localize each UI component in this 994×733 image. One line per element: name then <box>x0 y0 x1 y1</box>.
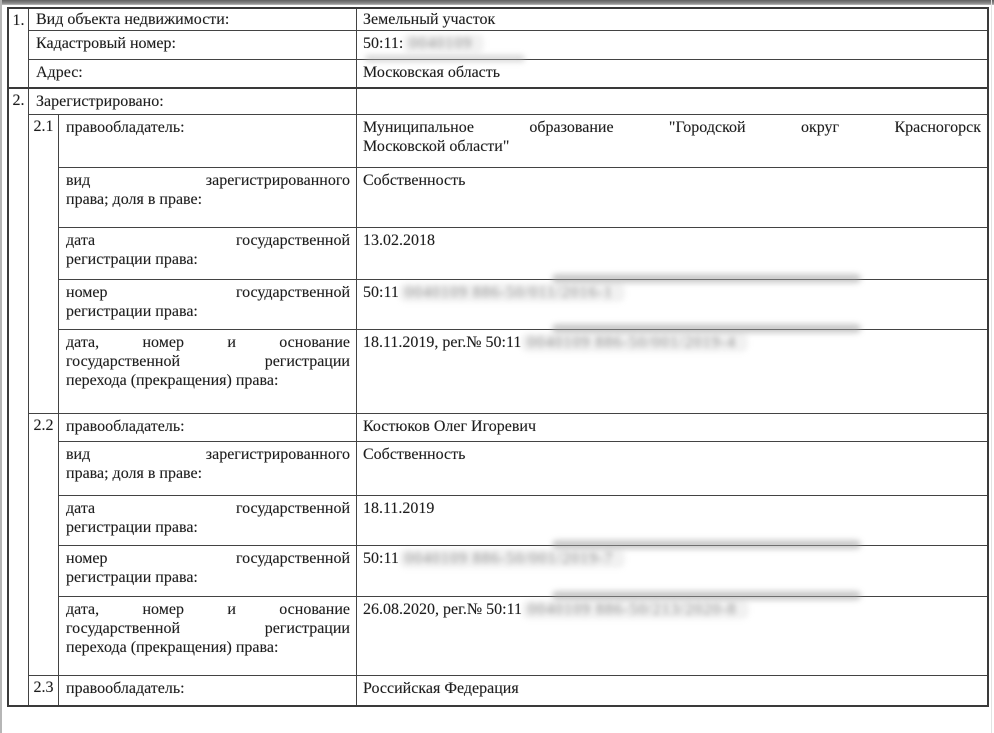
right-type-label: вид зарегистрированного права; доля в праве: <box>59 168 357 228</box>
page-left-edge <box>0 0 2 733</box>
registration-date-value: 18.11.2019 <box>357 496 987 546</box>
registered-title-value-empty <box>357 89 987 115</box>
block-2-2-number: 2.2 <box>29 414 59 676</box>
registration-number-label: номер государственной регистрации права: <box>59 280 357 330</box>
registration-number-label: номер государственной регистрации права: <box>59 546 357 597</box>
object-type-label: Вид объекта недвижимости: <box>29 9 357 31</box>
transfer-registration-redacted: 0040109 886-50/213/2020-8 <box>522 600 749 619</box>
object-type-value: Земельный участок <box>357 9 987 31</box>
right-type-value: Собственность <box>357 168 987 228</box>
registration-date-value: 13.02.2018 <box>357 228 987 280</box>
registered-title: Зарегистрировано: <box>29 89 357 115</box>
rightholder-label: правообладатель: <box>59 676 357 705</box>
section-2-number: 2. <box>9 89 29 705</box>
page-right-edge <box>991 0 992 733</box>
registration-number-redacted: 0040109 886-50/001/2019-7 <box>399 549 626 568</box>
rightholder-value: Муниципальное образование "Городской округ Красногорск Московской области" <box>357 115 987 168</box>
cadastral-number-value <box>357 31 987 60</box>
registration-number-prefix: 50:11 <box>363 284 399 301</box>
page-top-edge <box>0 0 994 5</box>
rightholder-label: правообладатель: <box>59 414 357 442</box>
right-type-value: Собственность <box>357 442 987 496</box>
transfer-registration-value <box>357 597 987 676</box>
rightholder-value: Костюков Олег Игоревич <box>357 414 987 442</box>
property-registration-table <box>7 7 989 707</box>
right-type-label: вид зарегистрированного права; доля в праве: <box>59 442 357 496</box>
section-1-number: 1. <box>9 9 29 89</box>
transfer-registration-prefix: 18.11.2019, рег.№ 50:11 <box>363 334 522 351</box>
registration-number-value <box>357 280 987 330</box>
registration-number-prefix: 50:11 <box>363 550 399 567</box>
registration-date-label: дата государственной регистрации права: <box>59 496 357 546</box>
transfer-registration-label: дата, номер и основание государственной регистрации перехода (прекращения) права: <box>59 330 357 414</box>
rightholder-value: Российская Федерация <box>357 676 987 705</box>
address-value: Московская область <box>357 60 987 89</box>
cadastral-number-prefix: 50:11: <box>363 35 404 52</box>
block-2-1-number: 2.1 <box>29 115 59 414</box>
cadastral-number-label: Кадастровый номер: <box>29 31 357 60</box>
registration-date-label: дата государственной регистрации права: <box>59 228 357 280</box>
registration-number-value <box>357 546 987 597</box>
address-label: Адрес: <box>29 60 357 89</box>
rightholder-label: правообладатель: <box>59 115 357 168</box>
transfer-registration-redacted: 0040109 886-50/001/2019-4 <box>521 333 748 352</box>
cadastral-number-redacted: 0040109 <box>403 34 484 53</box>
transfer-registration-prefix: 26.08.2020, рег.№ 50:11 <box>363 601 522 618</box>
transfer-registration-value <box>357 330 987 414</box>
block-2-3-number: 2.3 <box>29 676 59 705</box>
registration-number-redacted: 0040109 886-50/011/2016-1 <box>399 283 625 302</box>
transfer-registration-label: дата, номер и основание государственной регистрации перехода (прекращения) права: <box>59 597 357 676</box>
